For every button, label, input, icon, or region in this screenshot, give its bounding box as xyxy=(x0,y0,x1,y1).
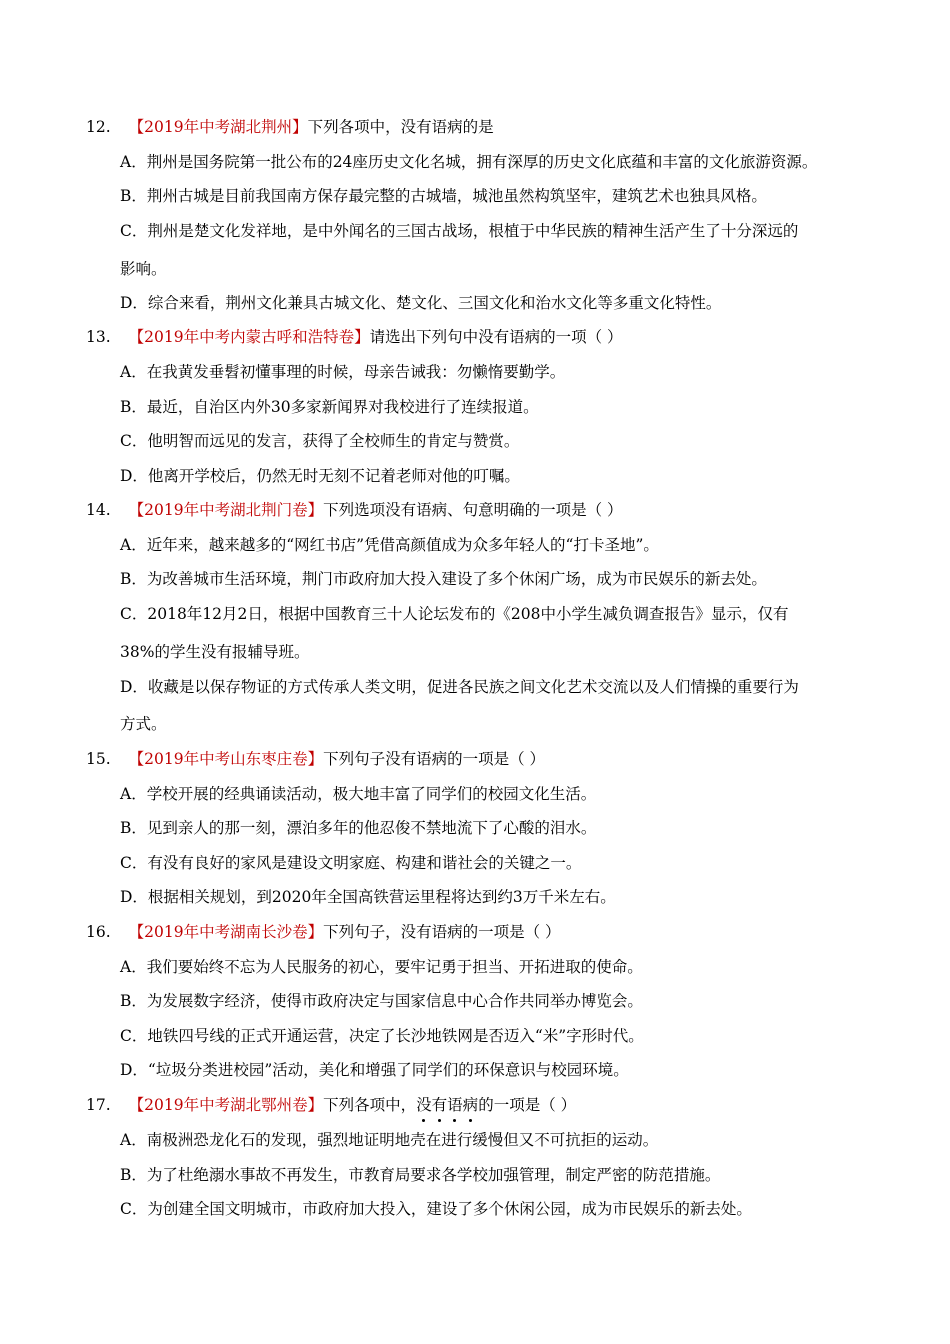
option-b: B．荆州古城是目前我国南方保存最完整的古城墙，城池虽然构筑坚牢，建筑艺术也独具风格。 xyxy=(120,187,767,205)
option-d: D．“垃圾分类进校园”活动，美化和增强了同学们的环保意识与校园环境。 xyxy=(120,1061,629,1079)
question-text: 请选出下列句中没有语病的一项（ ） xyxy=(369,328,623,346)
question-text-end: 的一项是（ ） xyxy=(478,1096,577,1114)
option-c: C．他明智而远见的发言，获得了全校师生的肯定与赞赏。 xyxy=(120,432,520,450)
question-text: 下列各项中， xyxy=(323,1096,417,1114)
question-source: 【2019年中考内蒙古呼和浩特卷】 xyxy=(128,328,370,346)
option-b: B．见到亲人的那一刻，漂泊多年的他忍俊不禁地流下了心酸的泪水。 xyxy=(120,819,597,837)
option-a: A．我们要始终不忘为人民服务的初心，要牢记勇于担当、开拓进取的使命。 xyxy=(120,958,643,976)
emphasis-char: 语 xyxy=(447,1096,463,1114)
option-c: C．为创建全国文明城市，市政府加大投入，建设了多个休闲公园，成为市民娱乐的新去处。 xyxy=(120,1200,752,1218)
question-16-stem xyxy=(86,922,561,942)
option-a: A．近年来，越来越多的“网红书店”凭借高颜值成为众多年轻人的“打卡圣地”。 xyxy=(120,536,659,554)
emphasis-char: 有 xyxy=(431,1096,448,1114)
question-number: 16. xyxy=(86,923,111,941)
question-source: 【2019年中考山东枣庄卷】 xyxy=(128,750,324,768)
option-c: C．荆州是楚文化发祥地，是中外闻名的三国古战场，根植于中华民族的精神生活产生了十分深远的 xyxy=(120,222,799,240)
option-d-continued: 方式。 xyxy=(120,715,167,733)
option-d: D．根据相关规划，到2020年全国高铁营运里程将达到约3万千米左右。 xyxy=(120,888,616,906)
option-b: B．为改善城市生活环境，荆门市政府加大投入建设了多个休闲广场，成为市民娱乐的新去处。 xyxy=(120,570,767,588)
question-source: 【2019年中考湖南长沙卷】 xyxy=(128,923,324,941)
question-text: 下列句子，没有语病的一项是（ ） xyxy=(323,923,561,941)
option-c-continued: 38%的学生没有报辅导班。 xyxy=(120,643,310,661)
question-number: 15. xyxy=(86,750,111,768)
question-17-stem xyxy=(86,1095,576,1115)
option-b: B．为发展数字经济，使得市政府决定与国家信息中心合作共同举办博览会。 xyxy=(120,992,643,1010)
option-a: A．南极洲恐龙化石的发现，强烈地证明地壳在进行缓慢但又不可抗拒的运动。 xyxy=(120,1131,659,1149)
question-text: 下列句子没有语病的一项是（ ） xyxy=(323,750,546,768)
question-number: 13. xyxy=(86,328,111,346)
question-source: 【2019年中考湖北荆州】 xyxy=(128,118,308,136)
option-a: A．学校开展的经典诵读活动，极大地丰富了同学们的校园文化生活。 xyxy=(120,785,597,803)
question-13-stem xyxy=(86,327,623,347)
question-15-stem xyxy=(86,749,545,769)
option-b: B．最近，自治区内外30多家新闻界对我校进行了连续报道。 xyxy=(120,398,539,416)
option-a: A．在我黄发垂髫初懂事理的时候，母亲告诫我：勿懒惰要勤学。 xyxy=(120,363,566,381)
option-b: B．为了杜绝溺水事故不再发生，市教育局要求各学校加强管理，制定严密的防范措施。 xyxy=(120,1166,721,1184)
option-d: D．综合来看，荆州文化兼具古城文化、楚文化、三国文化和治水文化等多重文化特性。 xyxy=(120,294,722,312)
question-14-stem xyxy=(86,500,623,520)
question-number: 17. xyxy=(86,1096,111,1114)
emphasis-char: 没 xyxy=(416,1096,432,1114)
question-text: 下列选项没有语病、句意明确的一项是（ ） xyxy=(323,501,623,519)
option-c: C．2018年12月2日，根据中国教育三十人论坛发布的《208中小学生减负调查报告》显示，仅有 xyxy=(120,605,789,623)
question-source: 【2019年中考湖北鄂州卷】 xyxy=(128,1096,324,1114)
option-c-continued: 影响。 xyxy=(120,260,167,278)
question-text: 下列各项中，没有语病的是 xyxy=(307,118,494,136)
question-12-stem xyxy=(86,117,494,137)
question-source: 【2019年中考湖北荆门卷】 xyxy=(128,501,324,519)
question-number: 14. xyxy=(86,501,111,519)
option-d: D．收藏是以保存物证的方式传承人类文明，促进各民族之间文化艺术交流以及人们情操的重要行为 xyxy=(120,678,799,696)
option-d: D．他离开学校后，仍然无时无刻不记着老师对他的叮嘱。 xyxy=(120,467,520,485)
option-c: C．有没有良好的家风是建设文明家庭、构建和谐社会的关键之一。 xyxy=(120,854,582,872)
question-number: 12. xyxy=(86,118,111,136)
option-a: A．荆州是国务院第一批公布的24座历史文化名城，拥有深厚的历史文化底蕴和丰富的文化旅游资源。 xyxy=(120,153,818,171)
emphasis-char: 病 xyxy=(462,1096,479,1114)
option-c: C．地铁四号线的正式开通运营，决定了长沙地铁网是否迈入“米”字形时代。 xyxy=(120,1027,644,1045)
